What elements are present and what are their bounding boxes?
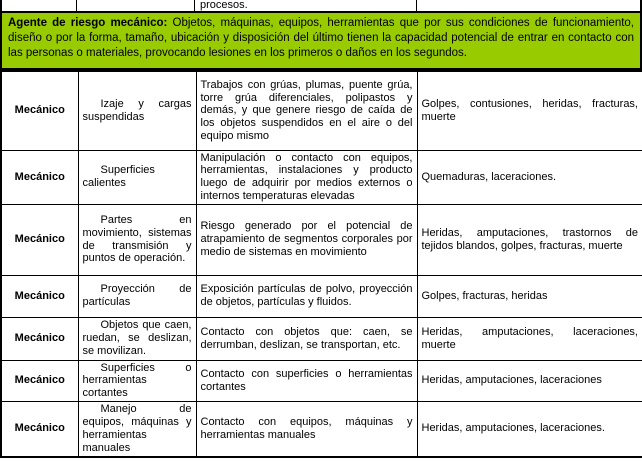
- cell-consequences: Heridas, amputaciones, laceraciones.: [417, 402, 642, 457]
- cell-hazard: Izaje y cargas suspendidas: [78, 71, 196, 150]
- cell-hazard: Proyección de partículas: [78, 275, 196, 317]
- clipped-cell-consequences: [417, 0, 640, 11]
- cell-description: Riesgo generado por el potencial de atrapamiento de segmentos corporales por medio de sistemas en movimiento: [196, 204, 417, 275]
- cell-agent: Mecánico: [1, 71, 78, 150]
- cell-hazard: Superficies calientes: [78, 150, 196, 204]
- cell-consequences: Heridas, amputaciones, laceraciones, muerte: [417, 317, 642, 360]
- cell-hazard: Manejo de equipos, máquinas y herramientas manuales: [78, 402, 196, 457]
- cell-hazard: Partes en movimiento, sistemas de transmisión y puntos de operación.: [78, 204, 196, 275]
- cell-agent: Mecánico: [1, 360, 78, 401]
- cell-consequences: Golpes, fracturas, heridas: [417, 275, 642, 317]
- clipped-text: procesos.: [200, 0, 248, 11]
- banner-body-text: Objetos, máquinas, equipos, herramientas que por sus condiciones de funcionamiento, diseño o por la forma, tamaño, ubicación y disposición del último tienen la capacidad potencial de entrar en contacto con las personas o materiales, provocando lesiones en los primeros o daños en los segundos.: [8, 17, 635, 59]
- cell-agent: Mecánico: [1, 402, 78, 457]
- table-row: [1, 360, 642, 401]
- table-row: [1, 71, 642, 150]
- clipped-cell-hazard: [77, 0, 195, 11]
- cell-description: Trabajos con grúas, plumas, puente grúa, torre grúa diferenciales, polipastos y demás, y que genere riesgo de caída de los objetos suspendidos en el aire o del equipo mismo: [196, 71, 417, 150]
- clipped-table-row: [0, 0, 642, 11]
- risk-table: [0, 70, 642, 458]
- clipped-cell-description: [195, 0, 417, 11]
- cell-agent: Mecánico: [1, 275, 78, 317]
- cell-agent: Mecánico: [1, 204, 78, 275]
- table-row: [1, 402, 642, 457]
- banner-lead-text: Agente de riesgo mecánico:: [8, 17, 168, 29]
- cell-description: Contacto con superficies o herramientas cortantes: [196, 360, 417, 401]
- cell-description: Contacto con equipos, máquinas y herramientas manuales: [196, 402, 417, 457]
- table-row: [1, 317, 642, 360]
- table-row: [1, 150, 642, 204]
- cell-description: Contacto con objetos que: caen, se derrumban, deslizan, se transportan, etc.: [196, 317, 417, 360]
- cell-hazard: Objetos que caen, ruedan, se deslizan, se movilizan.: [78, 317, 196, 360]
- cell-description: Manipulación o contacto con equipos, herramientas, instalaciones y producto luego de adquirir por medios externos o internos temperaturas elevadas: [196, 150, 417, 204]
- cell-description: Exposición partículas de polvo, proyección de objetos, partículas y fluidos.: [196, 275, 417, 317]
- cell-agent: Mecánico: [1, 317, 78, 360]
- clipped-cell-agent: [2, 0, 77, 11]
- risk-agent-banner: [0, 11, 642, 70]
- cell-consequences: Quemaduras, laceraciones.: [417, 150, 642, 204]
- cell-hazard: Superficies o herramientas cortantes: [78, 360, 196, 401]
- cell-consequences: Heridas, amputaciones, laceraciones: [417, 360, 642, 401]
- cell-agent: Mecánico: [1, 150, 78, 204]
- cell-consequences: Heridas, amputaciones, trastornos de tejidos blandos, golpes, fracturas, muerte: [417, 204, 642, 275]
- table-row: [1, 204, 642, 275]
- table-row: [1, 275, 642, 317]
- cell-consequences: Golpes, contusiones, heridas, fracturas, muerte: [417, 71, 642, 150]
